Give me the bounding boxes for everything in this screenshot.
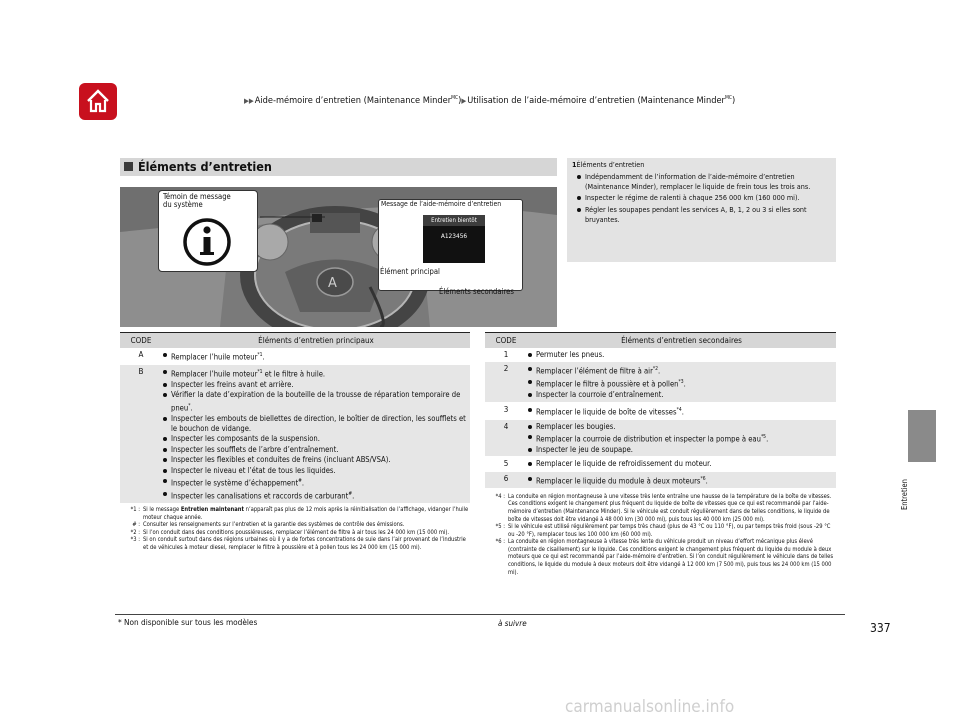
- list-item: Inspecter les soufflets de l’arbre d’entraînement.: [162, 445, 470, 455]
- footnote-row: *4 : La conduite en région montagneuse à une vitesse très lente entraîne une hausse de la température de la boîte de vitesses. Ces conditions exigent le changement plus fréquent du liquide de boîte de vitesses que ce qui est recommandé par l’aide-mémoire d’entretien (Maintenance Minder). Si le véhicule est conduit régulièrement dans de telles conditions, le liquide de boîte de vitesses doit être vidangé à 48 000 km (30 000 mi), puis tous les 40 000 km (25 000 mi).: [495, 493, 832, 523]
- main-items-table-wrap: [120, 332, 470, 553]
- list-item: Inspecter le jeu de soupape.: [527, 445, 836, 455]
- row-code: 2: [485, 362, 527, 402]
- section-square-icon: [124, 162, 133, 171]
- list-item: Remplacer le liquide de boîte de vitesses$^{*4}$.: [527, 405, 836, 418]
- info-icon: [179, 217, 235, 267]
- availability-footnote: * Non disponible sur tous les modèles: [118, 617, 258, 627]
- list-item: Inspecter le niveau et l’état de tous les liquides.: [162, 466, 470, 476]
- footer-divider: [115, 614, 845, 615]
- side-tab-label: Entretien: [900, 479, 909, 510]
- note-item: Indépendamment de l’information de l’aide-mémoire d’entretien (Maintenance Minder), remplacer le liquide de frein tous les trois ans.: [576, 172, 831, 192]
- table-row: [120, 364, 470, 503]
- row-code: B: [120, 364, 162, 503]
- row-code: 4: [485, 419, 527, 457]
- message-callout-label: Message de l’aide-mémoire d’entretien: [381, 200, 502, 208]
- note-item: Inspecter le régime de ralenti à chaque 256 000 km (160 000 mi).: [576, 193, 831, 203]
- table-row: [485, 419, 836, 457]
- note-item: Régler les soupapes pendant les services A, B, 1, 2 ou 3 si elles sont bruyantes.: [576, 205, 831, 225]
- message-callout: [378, 199, 523, 291]
- footnote-row: *3 : Si on conduit surtout dans des régions urbaines où il y a de fortes concentrations de suie dans l’air provenant de l’industrie et de véhicules à moteur diesel, remplacer le filtre à poussière et à pollen tous les 24 000 km (15 000 mi).: [130, 537, 466, 551]
- col-code: CODE: [485, 333, 527, 349]
- home-icon: [85, 88, 111, 114]
- list-item: Inspecter les flexibles et conduites de freins (incluant ABS/VSA).: [162, 455, 470, 465]
- main-footnotes: [120, 507, 470, 553]
- table-row: [485, 471, 836, 487]
- page-number: 337: [870, 621, 891, 635]
- watermark: carmanualsonline.info: [565, 697, 735, 717]
- list-item: Inspecter les canalisations et raccords de carburant#.: [162, 489, 470, 502]
- main-item-label: Élément principal: [380, 267, 440, 276]
- list-item: Remplacer l’huile moteur$^{*1}$ et le filtre à huile.: [162, 367, 470, 380]
- row-code: 1: [485, 348, 527, 362]
- col-main-items: Éléments d’entretien principaux: [162, 333, 470, 349]
- list-item: Inspecter la courroie d’entraînement.: [527, 390, 836, 400]
- col-secondary-items: Éléments d’entretien secondaires: [527, 333, 836, 349]
- secondary-items-label: Éléments secondaires: [439, 287, 514, 296]
- secondary-items-table: [485, 332, 836, 488]
- list-item: Inspecter les freins avant et arrière.: [162, 380, 470, 390]
- row-code: 6: [485, 471, 527, 487]
- table-row: [485, 402, 836, 419]
- list-item: Vérifier la date d’expiration de la bouteille de la trousse de réparation temporaire de pneu*.: [162, 390, 470, 413]
- secondary-items-table-wrap: [485, 332, 836, 577]
- system-message-label: Témoin de message du système: [163, 192, 231, 210]
- breadcrumb: ▶▶Aide-mémoire d’entretien (Maintenance Minder$^{MC}$)▶Utilisation de l’aide-mémoire d’entretien (Maintenance Minder$^{MC}$): [244, 95, 736, 107]
- list-item: Remplacer l’élément de filtre à air$^{*2}$.: [527, 364, 836, 377]
- row-code: 5: [485, 457, 527, 471]
- row-code: 3: [485, 402, 527, 419]
- list-item: Inspecter les embouts de biellettes de direction, le boîtier de direction, les soufflets et le bouchon de vidange.: [162, 414, 470, 435]
- list-item: Remplacer la courroie de distribution et inspecter la pompe à eau$^{*5}$.: [527, 432, 836, 445]
- footnote-row: *6 : La conduite en région montagneuse à vitesse très lente du véhicule produit un niveau d’effort mécanique plus élevé (contrainte de cisaillement) sur le liquide. Ces conditions exigent le changement plus fréquent du liquide du module à deux moteurs que ce qui est recommandé par l’aide-mémoire d’entretien. Si l’on conduit régulièrement le véhicule dans de telles conditions, le liquide du module à deux moteurs doit être vidangé à 12 000 km (7 500 mi), puis tous les 24 000 km (15 000 mi).: [495, 539, 834, 576]
- list-item: Remplacer l’huile moteur$^{*1}$.: [162, 350, 470, 363]
- list-item: Inspecter les composants de la suspension.: [162, 434, 470, 444]
- row-code: A: [120, 348, 162, 364]
- dashboard-illustration: [120, 187, 557, 327]
- main-items-table: [120, 332, 470, 503]
- note-title: 1Éléments d’entretien: [572, 160, 645, 169]
- footnote-row: *5 : Si le véhicule est utilisé régulièrement par temps très chaud (plus de 43 °C ou 110 °F), ou par temps très froid (sous -29 °C ou -20 °F), remplacer tous les 100 000 km (60 000 mi).: [495, 524, 831, 538]
- screen-code: A123456: [440, 232, 468, 240]
- list-item: Remplacer le filtre à poussière et à pollen$^{*3}$.: [527, 377, 836, 390]
- continue-label: à suivre: [498, 619, 527, 628]
- table-row: [485, 457, 836, 471]
- col-code: CODE: [120, 333, 162, 349]
- screen-title: Entretien bientôt: [423, 215, 485, 226]
- side-tab[interactable]: [908, 410, 936, 462]
- home-button[interactable]: [79, 83, 117, 120]
- list-item: Remplacer les bougies.: [527, 422, 836, 432]
- footnote-row: *1 : Si le message Entretien maintenant n’apparaît pas plus de 12 mois après la réinitialisation de l’affichage, vidanger l’huile moteur chaque année.: [130, 506, 469, 521]
- svg-text:A: A: [328, 276, 337, 291]
- secondary-footnotes: [485, 494, 836, 578]
- table-row: [120, 348, 470, 364]
- list-item: Inspecter le système d’échappement#.: [162, 476, 470, 489]
- note-list: [576, 172, 831, 226]
- list-item: Permuter les pneus.: [527, 350, 836, 360]
- table-row: [485, 362, 836, 402]
- section-title: Éléments d’entretien: [138, 159, 272, 174]
- system-message-callout: [158, 190, 258, 272]
- table-row: [485, 348, 836, 362]
- maintenance-screen: [423, 215, 485, 263]
- list-item: Remplacer le liquide du module à deux moteurs$^{*6}$.: [527, 474, 836, 487]
- list-item: Remplacer le liquide de refroidissement du moteur.: [527, 459, 836, 469]
- footnote-row: # : Consulter les renseignements sur l’entretien et la garantie des systèmes de contrôle des émissions.: [132, 522, 405, 529]
- section-title-bar: [120, 158, 557, 176]
- footnote-row: *2 : Si l’on conduit dans des conditions poussiéreuses, remplacer l’élément de filtre à air tous les 24 000 km (15 000 mi).: [130, 529, 450, 536]
